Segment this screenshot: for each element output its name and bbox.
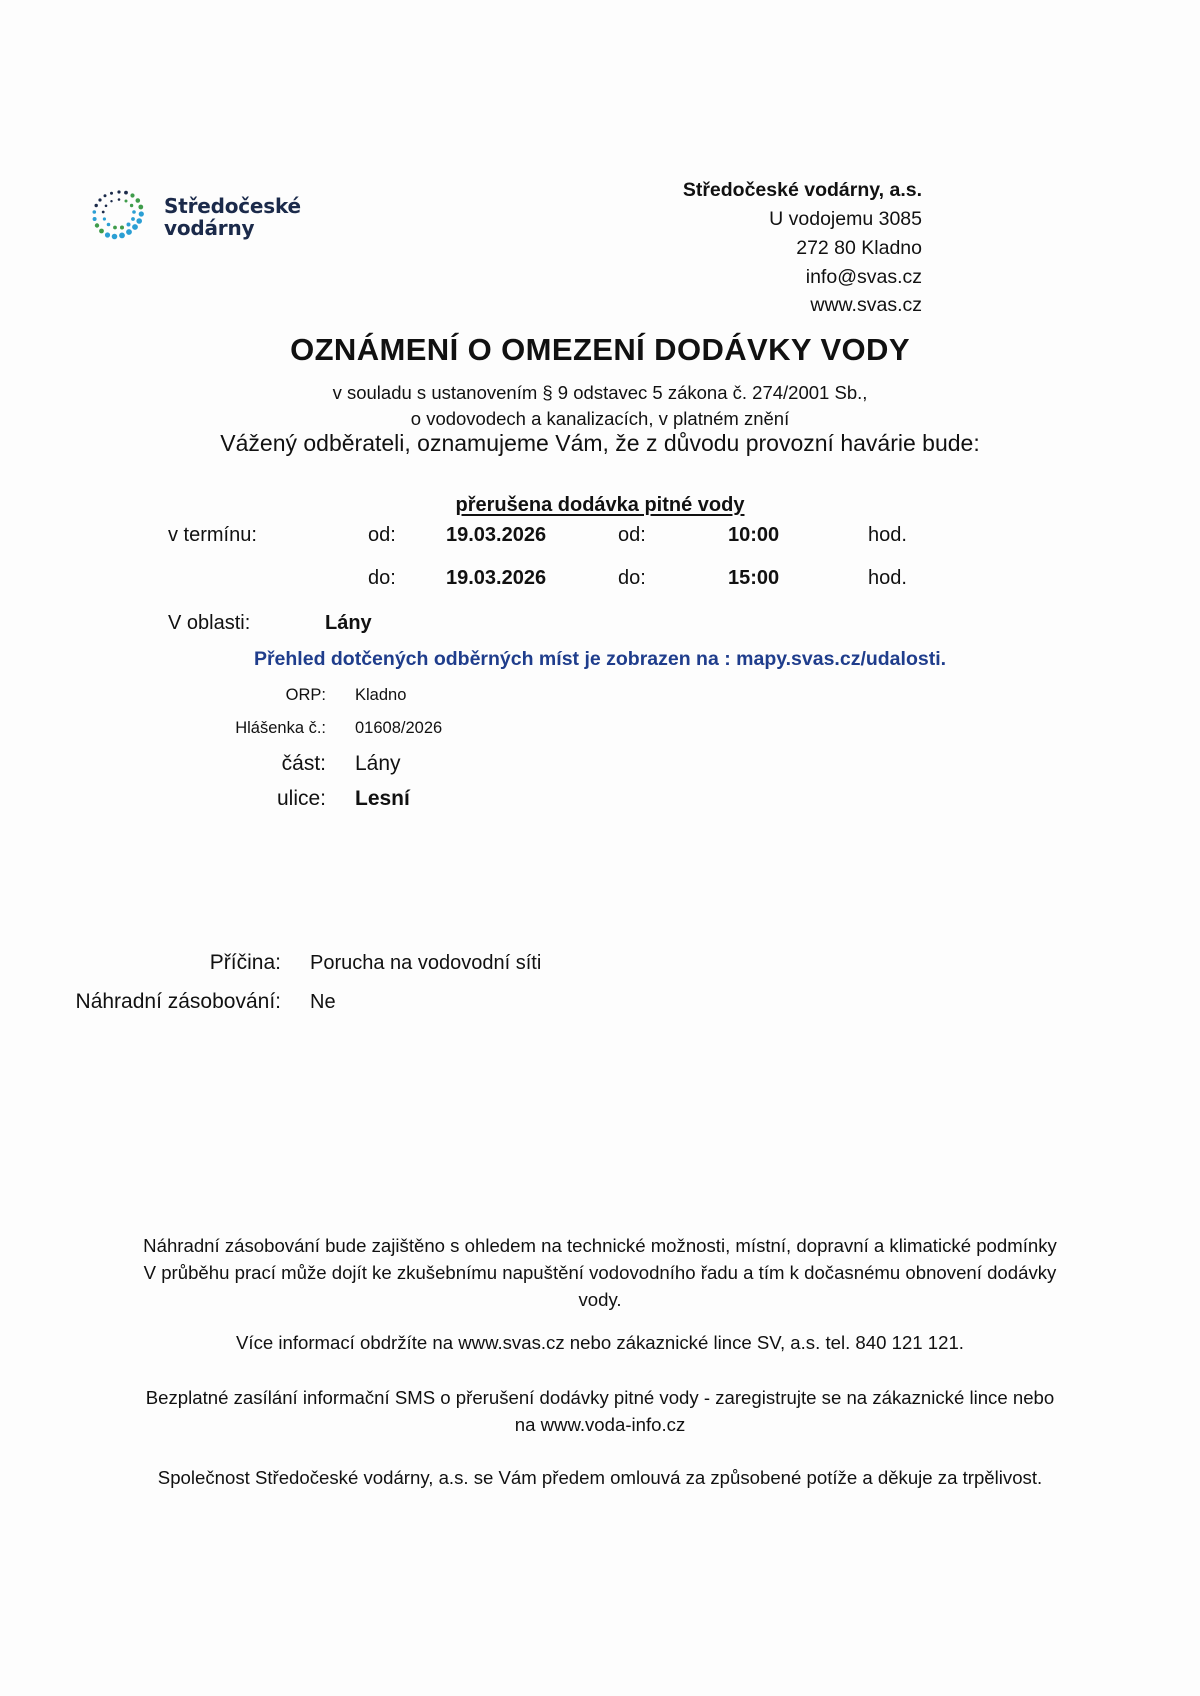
table-row [0, 950, 640, 989]
term-time-to: 15:00 [728, 567, 780, 589]
detail-value-hlasenka: 01608/2026 [355, 719, 443, 737]
table-row [168, 718, 868, 751]
cause-label: Příčina: [209, 951, 281, 974]
term-date-prefix-to: do: [368, 567, 396, 589]
logo-wordmark [164, 195, 301, 240]
company-address [683, 176, 922, 320]
term-date-from: 19.03.2026 [446, 524, 547, 546]
address-email: info@svas.cz [805, 265, 922, 288]
term-unit-from: hod. [868, 524, 907, 546]
table-row [168, 567, 1068, 610]
term-date-prefix-from: od: [368, 524, 396, 546]
footer-line-1: Náhradní zásobování bude zajištěno s ohledem na technické možnosti, místní, dopravní a klimatické podmínky [143, 1235, 1057, 1256]
term-time-prefix-from: od: [618, 524, 646, 546]
footer-line-2: V průběhu prací může dojít ke zkušebnímu napuštění vodovodního řadu a tím k dočasnému obnovení dodávky [143, 1261, 1057, 1283]
map-link-note[interactable]: Přehled dotčených odběrných míst je zobrazen na : mapy.svas.cz/udalosti. [253, 648, 947, 670]
alt-supply-label: Náhradní zásobování: [75, 990, 281, 1013]
detail-value-orp: Kladno [355, 686, 407, 704]
legal-subtitle-line-1: v souladu s ustanovením § 9 odstavec 5 zákona č. 274/2001 Sb., [332, 382, 868, 403]
detail-label-hlasenka: Hlášenka č.: [235, 719, 326, 737]
detail-table [168, 685, 868, 821]
detail-label-ulice: ulice: [276, 787, 326, 810]
term-label-empty [168, 567, 368, 610]
table-row [0, 989, 640, 1015]
legal-subtitle [0, 380, 1200, 433]
area-label: V oblasti: [168, 612, 251, 634]
legal-subtitle-line-2: o vodovodech a kanalizacích, v platném znění [410, 408, 790, 430]
address-company: Středočeské vodárny, a.s. [682, 179, 922, 201]
logo-line-2: vodárny [164, 216, 255, 240]
address-web: www.svas.cz [810, 294, 922, 317]
interruption-headline: přerušena dodávka pitné vody [455, 494, 745, 516]
detail-value-ulice: Lesní [355, 787, 410, 810]
alt-supply-value: Ne [310, 991, 336, 1013]
term-date-to: 19.03.2026 [446, 567, 547, 589]
table-row [168, 524, 1068, 567]
term-time-from: 10:00 [728, 524, 780, 546]
document-header [0, 168, 1200, 318]
footer-apology: Společnost Středočeské vodárny, a.s. se Vám předem omlouvá za způsobené potíže a děkuje za trpělivost. [157, 1466, 1043, 1488]
term-time-prefix-to: do: [618, 567, 646, 589]
area-row [168, 612, 1068, 635]
table-row [168, 685, 868, 718]
detail-label-cast: část: [281, 752, 326, 775]
intro-paragraph: Vážený odběrateli, oznamujeme Vám, že z důvodu provozní havárie bude: [220, 430, 980, 456]
term-unit-to: hod. [868, 567, 907, 589]
address-city: 272 80 Kladno [796, 236, 922, 259]
cause-value: Porucha na vodovodní síti [310, 952, 542, 974]
footer-line-3: vody. [578, 1288, 622, 1310]
detail-label-orp: ORP: [285, 686, 326, 704]
company-logo [88, 186, 301, 248]
area-value: Lány [325, 612, 372, 634]
footer-sms-line-2: na www.voda-info.cz [514, 1413, 686, 1435]
detail-value-cast: Lány [355, 752, 401, 775]
footer-notes [60, 1233, 1140, 1491]
term-label: v termínu: [168, 524, 257, 546]
cause-table [0, 950, 640, 1015]
footer-more-info: Více informací obdržíte na www.svas.cz nebo zákaznické lince SV, a.s. tel. 840 121 121. [236, 1332, 964, 1354]
logo-line-1: Středočeské [164, 193, 301, 218]
dotted-circle-logo-icon [88, 186, 150, 248]
address-street: U vodojemu 3085 [769, 207, 922, 230]
table-row [168, 751, 868, 786]
term-table [168, 524, 1068, 610]
table-row [168, 786, 868, 821]
page-title: OZNÁMENÍ O OMEZENÍ DODÁVKY VODY [290, 332, 910, 367]
footer-sms-line-1: Bezplatné zasílání informační SMS o přerušení dodávky pitné vody - zaregistrujte se na zákaznické lince nebo [145, 1387, 1055, 1409]
